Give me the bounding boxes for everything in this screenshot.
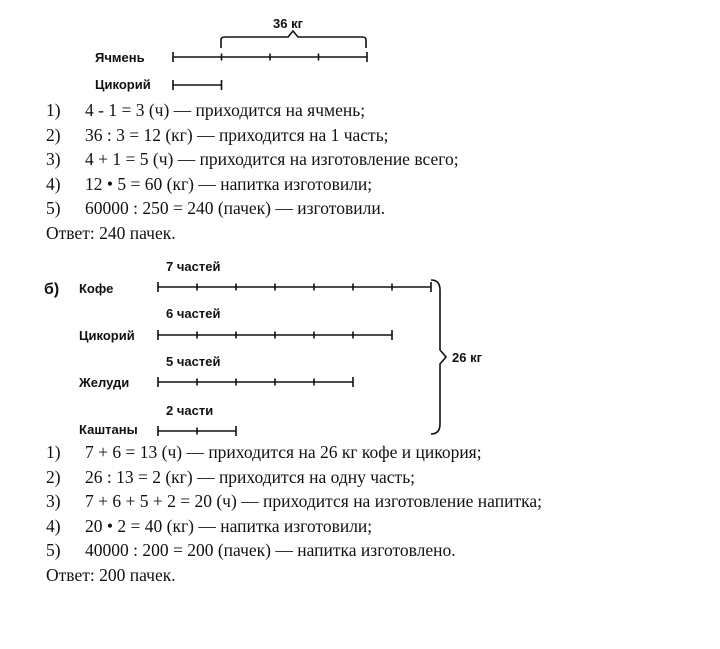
solution-step: [46, 465, 542, 490]
chicory-segment-a: [173, 80, 222, 90]
solution-step: [46, 196, 459, 221]
step-text: 26 : 13 = 2 (кг) — приходится на одну часть;: [85, 466, 416, 487]
part-b-marker: б): [44, 281, 60, 298]
chicory-parts-label: 6 частей: [166, 306, 221, 321]
chestnuts-parts-label: 2 части: [166, 403, 214, 418]
acorns-label: Желуди: [79, 375, 130, 390]
brace-a: [221, 31, 366, 48]
diagram-b: [44, 259, 483, 437]
step-number: 5): [46, 198, 61, 218]
solution-step: [46, 98, 459, 123]
barley-label: Ячмень: [95, 50, 145, 65]
coffee-segment: [158, 282, 431, 292]
chicory-segment-b: [158, 330, 392, 340]
step-text: 20 • 2 = 40 (кг) — напитка изготовили;: [85, 515, 373, 536]
step-number: 4): [46, 173, 61, 194]
total-weight-label-b: 26 кг: [452, 350, 482, 365]
solution-b: [46, 440, 542, 587]
step-number: 3): [46, 149, 61, 169]
coffee-label: Кофе: [79, 281, 114, 296]
step-number: 2): [46, 466, 61, 487]
step-text: 7 + 6 + 5 + 2 = 20 (ч) — приходится на изготовление напитка;: [85, 491, 542, 511]
step-text: 7 + 6 = 13 (ч) — приходится на 26 кг кофе и цикория;: [85, 442, 482, 462]
answer-a: Ответ: 240 пачек.: [46, 222, 176, 243]
step-number: 4): [46, 515, 61, 536]
solution-step: [46, 147, 459, 172]
step-text: 4 - 1 = 3 (ч) — приходится на ячмень;: [85, 100, 366, 120]
solution-step: [46, 440, 542, 465]
solution-step: [46, 489, 542, 514]
solution-step: [46, 514, 542, 539]
acorns-segment: [158, 377, 353, 387]
acorns-parts-label: 5 частей: [166, 354, 221, 369]
step-number: 2): [46, 124, 61, 145]
answer-b: Ответ: 200 пачек.: [46, 564, 176, 585]
step-text: 40000 : 200 = 200 (пачек) — напитка изготовлено.: [85, 540, 456, 560]
step-text: 60000 : 250 = 240 (пачек) — изготовили.: [85, 198, 386, 218]
total-weight-label-a: 36 кг: [273, 16, 303, 31]
step-number: 5): [46, 540, 61, 560]
step-text: 12 • 5 = 60 (кг) — напитка изготовили;: [85, 173, 373, 194]
chicory-label-b: Цикорий: [79, 328, 135, 343]
solution-step: [46, 123, 459, 148]
solution-step: [46, 538, 542, 563]
brace-b: [431, 280, 446, 434]
solution-step: [46, 172, 459, 197]
step-number: 1): [46, 100, 61, 120]
chestnuts-segment: [158, 426, 236, 436]
coffee-parts-label: 7 частей: [166, 259, 221, 274]
chicory-label-a: Цикорий: [95, 77, 151, 92]
diagram-a: [95, 16, 367, 92]
chestnuts-label: Каштаны: [79, 422, 138, 437]
step-text: 4 + 1 = 5 (ч) — приходится на изготовление всего;: [85, 149, 459, 169]
solution-a: [46, 98, 459, 245]
step-number: 3): [46, 491, 61, 511]
barley-segment: [173, 52, 367, 62]
step-number: 1): [46, 442, 61, 462]
step-text: 36 : 3 = 12 (кг) — приходится на 1 часть;: [85, 124, 389, 145]
